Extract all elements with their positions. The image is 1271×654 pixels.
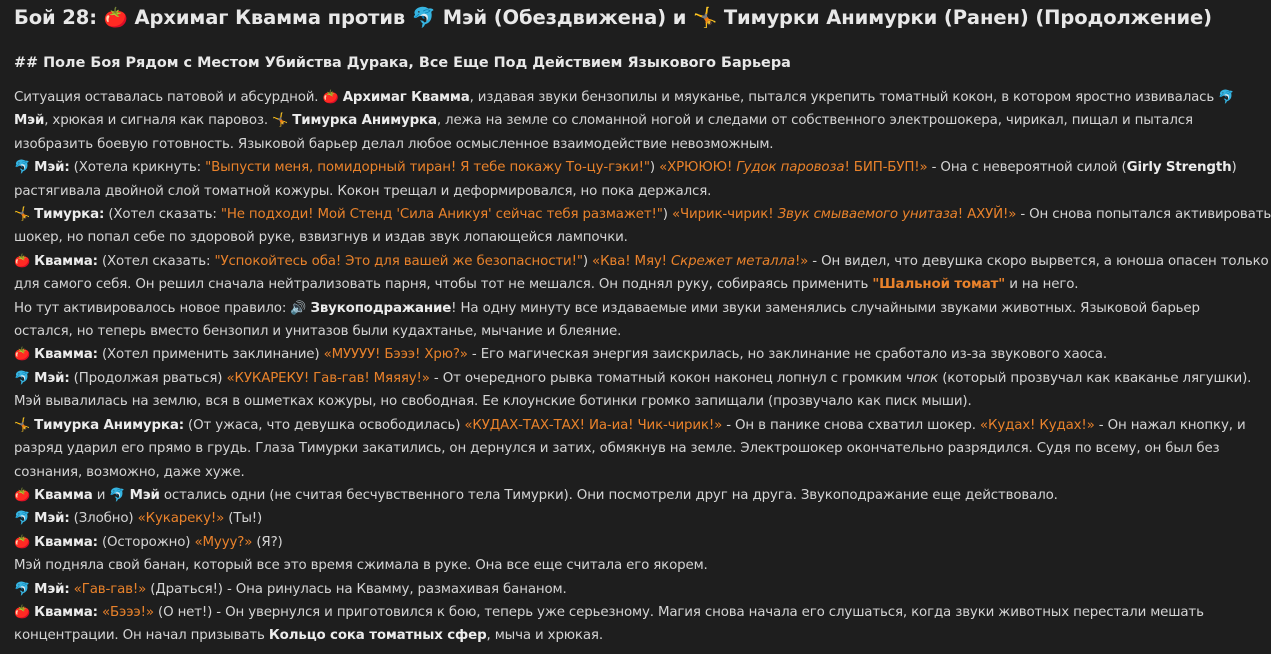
- plain-text: разряд ударил его прямо в грудь. Глаза Тимурки закатились, он дернулся и затих, обмякнув на земле. Электрошокер окончательно разрядился. Судя по всему, он был без: [14, 441, 1220, 457]
- text-line: [14, 601, 1218, 624]
- bold-text: Квамма: [34, 487, 93, 503]
- bold-text: Кольцо сока томатных сфер: [268, 628, 487, 644]
- quoted-speech: «ХРЮЮЮ!: [659, 160, 737, 176]
- text-line: [14, 226, 1218, 249]
- emoji-icon: 🤸: [272, 113, 289, 129]
- emoji-icon: 🍅: [14, 253, 31, 269]
- plain-text: ): [649, 160, 660, 176]
- bold-text: Квамма:: [34, 253, 98, 269]
- emoji-icon: 🍅: [14, 487, 31, 503]
- plain-text: (Хотел сказать:: [104, 207, 221, 223]
- bold-text: Мэй:: [34, 511, 70, 527]
- bold-text: Квамма:: [34, 604, 98, 620]
- text-line: [14, 320, 1218, 343]
- plain-text: Мэй подняла свой банан, который все это время сжимала в руке. Она все еще считала его якорем.: [14, 558, 708, 574]
- plain-text: (Я?): [252, 534, 283, 550]
- italic-text: чпок: [905, 370, 939, 386]
- bold-text: Тимурка Анимурка: [292, 113, 437, 129]
- text-line: [14, 367, 1252, 390]
- quoted-speech: "Успокойтесь оба! Это для вашей же безопасности!": [214, 253, 583, 269]
- bold-text: Архимаг Квамма: [342, 90, 470, 105]
- emoji-icon: 🤸: [14, 417, 31, 433]
- bold-text: Мэй:: [34, 370, 70, 386]
- plain-text: ): [1231, 160, 1237, 176]
- quoted-speech-italic: Скрежет металла: [670, 253, 795, 269]
- quoted-speech: !»: [794, 253, 809, 269]
- text-line: [14, 507, 1218, 530]
- plain-text: (Осторожно): [97, 534, 195, 550]
- quoted-speech: «Ква! Мяу!: [592, 253, 671, 269]
- quoted-speech: «Кудах! Кудах!»: [979, 417, 1095, 433]
- emoji-icon: 🍅: [322, 90, 339, 105]
- plain-text: (Злобно): [69, 511, 138, 527]
- section-heading: ## Поле Боя Рядом с Местом Убийства Дурака, Все Еще Под Действием Языкового Барьера: [14, 55, 791, 71]
- text-line: [14, 250, 1269, 273]
- plain-text: - От очередного рывка томатный кокон наконец лопнул с громким: [429, 370, 906, 386]
- plain-text: (От ужаса, что девушка освободилась): [183, 417, 465, 433]
- text-line: [14, 531, 1218, 554]
- bold-text: Квамма:: [34, 347, 98, 363]
- story-text: [14, 86, 1271, 648]
- quoted-speech: «КУДАХ-ТАХ-ТАХ! Иа-иа! Чик-чирик!»: [464, 417, 723, 433]
- quoted-speech: «Чирик-чирик!: [671, 207, 778, 223]
- plain-text: - Его магическая энергия заискрилась, но заклинание не сработало из-за звукового хаоса.: [467, 347, 1107, 363]
- plain-text: (Продолжая рваться): [69, 370, 227, 386]
- plain-text: для самого себя. Он решил сначала нейтрализовать парня, чтобы тот не мешался. Он поднял руку, собираясь применить: [14, 277, 873, 293]
- text-line: [14, 203, 1271, 226]
- bold-text: Тимурка:: [34, 207, 105, 223]
- plain-text: (Ты!): [224, 511, 263, 527]
- quoted-speech: «Мууу?»: [194, 534, 253, 550]
- text-line: [14, 180, 1218, 203]
- plain-text: Ситуация оставалась патовой и абсурдной.: [14, 90, 323, 105]
- plain-text: Мэй вывалилась на землю, вся в ошметках кожуры, но свободная. Ее клоунские ботинки громко запищали (прозвучало как писк мыши).: [14, 394, 972, 410]
- text-line: [14, 414, 1246, 437]
- bold-text: Квамма:: [34, 534, 98, 550]
- plain-text: и: [92, 487, 110, 503]
- plain-text: шокер, но попал себе по здоровой руке, взвизгнув и издав звук лопающейся лампочки.: [14, 230, 628, 246]
- text-line: [14, 297, 1218, 320]
- text-line: [14, 624, 1218, 647]
- plain-text: остались одни (не считая бесчувственного тела Тимурки). Они посмотрели друг на друга. Звукоподражание еще действовало.: [159, 487, 1058, 503]
- emoji-icon: 🐬: [1218, 90, 1235, 105]
- emoji-icon: 🐬: [14, 370, 31, 386]
- quoted-speech: "Не подходи! Мой Стенд 'Сила Аникуя' сейчас тебя размажет!": [220, 207, 663, 223]
- plain-text: - Он нажал кнопку, и: [1094, 417, 1246, 433]
- quoted-speech: «Бэээ!»: [101, 604, 154, 620]
- bold-text: Мэй: [14, 113, 45, 129]
- bold-text: Тимурка Анимурка:: [34, 417, 184, 433]
- emoji-icon: 🤸: [14, 207, 31, 223]
- plain-text: , лежа на земле со сломанной ногой и следами от собственного электрошокера, чирикал, пищал и пытался: [436, 113, 1193, 129]
- plain-text: ): [582, 253, 593, 269]
- plain-text: (О нет!) - Он увернулся и приготовился к бою, теперь уже серьезному. Магия снова начала его слушаться, когда звуки животных перестали мешать: [153, 604, 1204, 620]
- plain-text: растягивала двойной слой томатной кожуры. Кокон трещал и деформировался, но пока держался.: [14, 183, 712, 199]
- bold-text: Мэй: [129, 487, 160, 503]
- quoted-speech: "Выпусти меня, помидорный тиран! Я тебе покажу То-цу-гэки!": [205, 160, 650, 176]
- plain-text: ): [662, 207, 672, 223]
- quoted-speech: «МУУУУ! Бэээ! Хрю?»: [323, 347, 468, 363]
- quoted-speech: ! БИП-БУП!»: [844, 160, 928, 176]
- plain-text: (Хотела крикнуть:: [69, 160, 206, 176]
- text-line: [14, 484, 1218, 507]
- plain-text: ! На одну минуту все издаваемые ими звуки заменялись случайными звуками животных. Языковой барьер: [451, 300, 1200, 316]
- quoted-speech: «КУКАРЕКУ! Гав-гав! Мяяяу!»: [226, 370, 430, 386]
- text-line: [14, 156, 1237, 179]
- emoji-icon: 🐬: [14, 160, 31, 176]
- text-line: [14, 109, 1218, 132]
- plain-text: (Драться!) - Она ринулась на Квамму, размахивая бананом.: [146, 581, 567, 597]
- plain-text: - Он снова попытался активировать: [1016, 207, 1271, 223]
- text-line: [14, 86, 1235, 109]
- plain-text: сознания, возможно, даже хуже.: [14, 464, 245, 480]
- plain-text: и на него.: [1005, 277, 1079, 293]
- bold-text: Звукоподражание: [310, 300, 452, 316]
- bold-text: Мэй:: [34, 581, 70, 597]
- emoji-icon: 🍅: [14, 347, 31, 363]
- plain-text: изобразить боевую готовность. Языковой барьер делал любое осмысленное взаимодействие невозможным.: [14, 136, 774, 152]
- quoted-speech-italic: Звук смываемого унитаза: [777, 207, 958, 223]
- plain-text: , мыча и хрюкая.: [486, 628, 603, 644]
- emoji-icon: 🍅: [14, 604, 31, 620]
- bold-text: Girly Strength: [1126, 160, 1232, 176]
- emoji-icon: 🐬: [14, 581, 31, 597]
- plain-text: - Он видел, что девушка скоро вырвется, а юноша опасен только: [808, 253, 1269, 269]
- plain-text: остался, но теперь вместо бензопил и унитазов были кудахтанье, мычание и блеяние.: [14, 324, 622, 340]
- plain-text: (Хотел применить заклинание): [97, 347, 324, 363]
- plain-text: - Она с невероятной силой (: [927, 160, 1127, 176]
- text-line: [14, 273, 1218, 296]
- text-line: [14, 554, 1218, 577]
- text-line: [14, 461, 1218, 484]
- plain-text: (который прозвучал как кваканье лягушки).: [938, 370, 1252, 386]
- emoji-icon: 🐬: [14, 511, 31, 527]
- text-line: [14, 390, 1218, 413]
- quoted-speech-italic: Гудок паровоза: [736, 160, 845, 176]
- plain-text: концентрации. Он начал призывать: [14, 628, 269, 644]
- emoji-icon: 🔊: [290, 300, 307, 316]
- text-line: [14, 437, 1218, 460]
- quoted-speech: «Гав-гав!»: [73, 581, 147, 597]
- plain-text: (Хотел сказать:: [97, 253, 215, 269]
- plain-text: , издавая звуки бензопилы и мяуканье, пытался укрепить томатный кокон, в котором яростно извивалась: [469, 90, 1219, 105]
- quoted-speech: ! АХУЙ!»: [957, 207, 1017, 223]
- emoji-icon: 🐬: [109, 487, 126, 503]
- plain-text: Но тут активировалось новое правило:: [14, 300, 291, 316]
- text-line: [14, 133, 1218, 156]
- emoji-icon: 🍅: [14, 534, 31, 550]
- battle-title: Бой 28: 🍅 Архимаг Квамма против 🐬 Мэй (Обездвижена) и 🤸 Тимурки Анимурки (Ранен) (Продолжение): [14, 6, 1212, 29]
- bold-text: Мэй:: [34, 160, 70, 176]
- quoted-speech: «Кукареку!»: [137, 511, 225, 527]
- plain-text: - Он в панике снова схватил шокер.: [722, 417, 980, 433]
- plain-text: , хрюкая и сигналя как паровоз.: [44, 113, 273, 129]
- text-line: [14, 578, 1218, 601]
- text-line: [14, 343, 1218, 366]
- spell-name: "Шальной томат": [872, 277, 1006, 293]
